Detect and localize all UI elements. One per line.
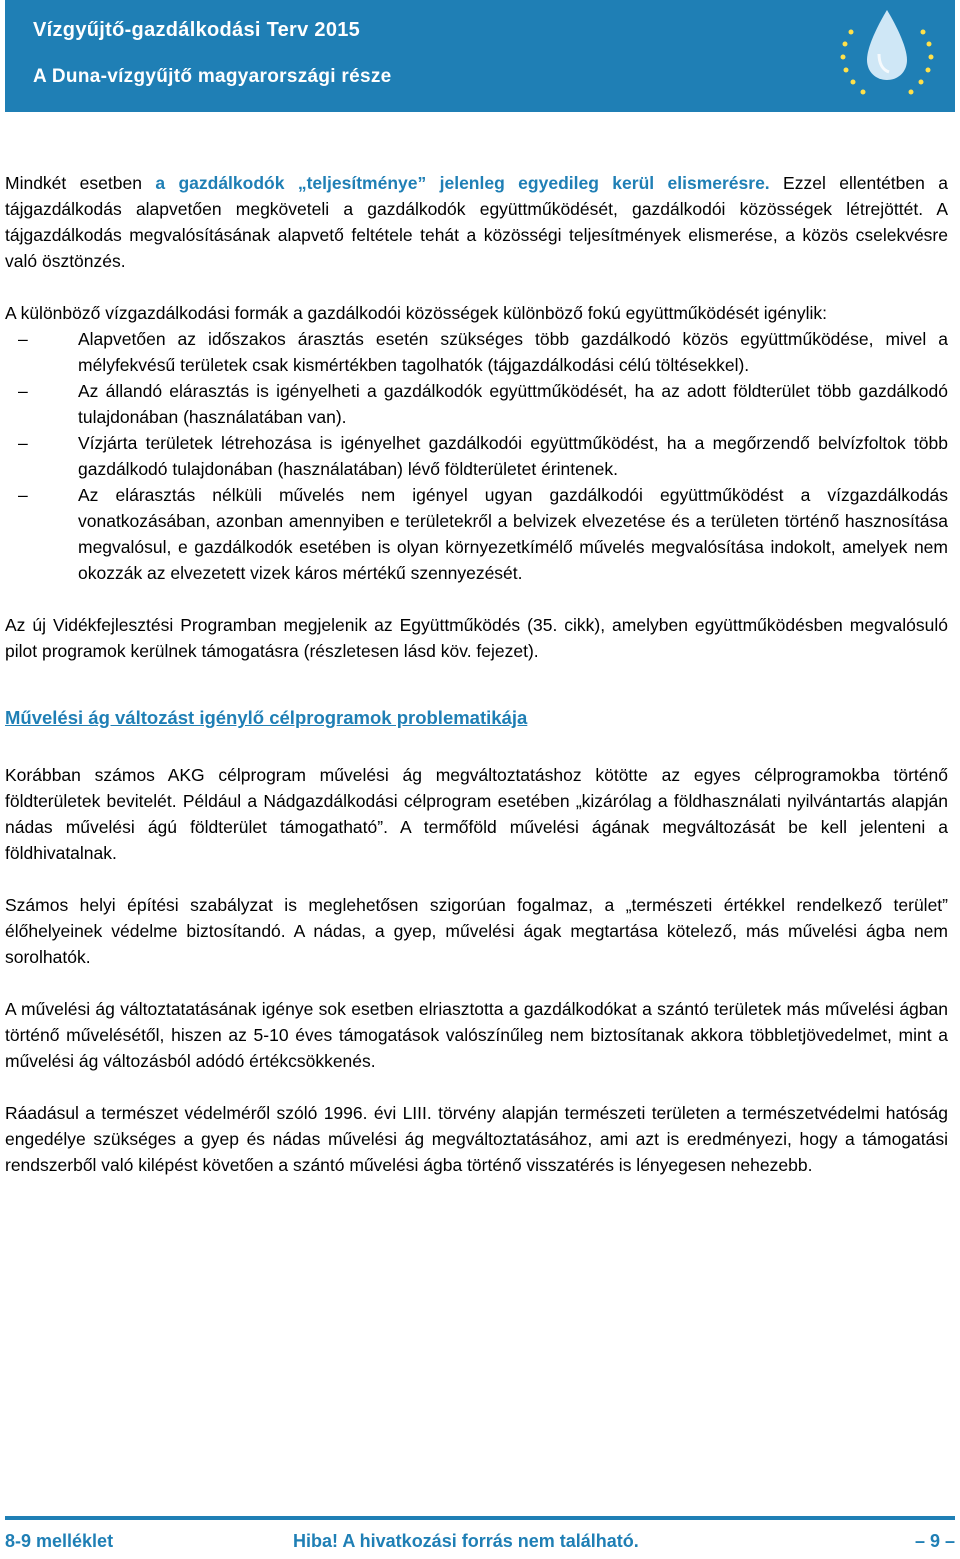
- footer-attachment-label: 8-9 melléklet: [5, 1531, 114, 1551]
- paragraph-5: Számos helyi építési szabályzat is meglehetősen szigorúan fogalmaz, a „természeti értékkel rendelkező terület” élőhelyeinek védelme biztosítandó. A nádas, a gyep, művelési ágak megtartása kötelező, más művelési ágba nem sorolhatók.: [5, 895, 948, 967]
- list-item: [18, 378, 948, 430]
- paragraph-7: Ráadásul a természet védelméről szóló 1996. évi LIII. törvény alapján természeti területen a természetvédelmi hatóság engedélye szükséges a gyep és nádas művelési ág megváltoztatásához, ami azt is eredményezi, hogy a támogatási rendszerből való kilépést követően a szántó művelési ágba történő visszatérés is lényegesen nehezebb.: [5, 1103, 948, 1175]
- header-title: Vízgyűjtő-gazdálkodási Terv 2015: [33, 19, 361, 41]
- list-item-text: Alapvetően az időszakos árasztás esetén szükséges több gazdálkodó közös együttműködése, mivel a mélyfekvésű területek csak kismértékben tagolhatók (tájgazdálkodási célú töltésekkel).: [78, 329, 948, 375]
- dash-icon: –: [18, 433, 28, 453]
- paragraph-4: Korábban számos AKG célprogram művelési ág megváltoztatáshoz kötötte az egyes célprogramokba történő földterületek bevitelét. Például a Nádgazdálkodási célprogram esetében „kizárólag a földhasználati nyilvántartás alapján nádas művelési ágú földterület támogatható”. A termőföld művelési ágának megváltozását be kell jelenteni a földhivatalnak.: [5, 765, 948, 863]
- list-item: [18, 482, 948, 586]
- footer-rule: [5, 1516, 955, 1520]
- paragraph-1: [5, 170, 948, 274]
- paragraph-1-highlight: a gazdálkodók „teljesítménye” jelenleg egyedileg kerül elismerésre.: [155, 173, 770, 193]
- paragraph-3: Az új Vidékfejlesztési Programban megjelenik az Együttműködés (35. cikk), amelyben együttműködésben megvalósuló pilot programok kerülnek támogatásra (részletesen lásd köv. fejezet).: [5, 615, 948, 661]
- header-subtitle: A Duna-vízgyűjtő magyarországi része: [33, 66, 392, 87]
- paragraph-2: A különböző vízgazdálkodási formák a gazdálkodói közösségek különböző fokú együttműködését igénylik:: [5, 303, 828, 323]
- footer-page-number: – 9 –: [914, 1531, 955, 1551]
- section-heading: Művelési ág változást igénylő célprogramok problematikája: [5, 707, 528, 728]
- paragraph-1-rest: Ezzel ellentétben a tájgazdálkodás alapvetően megköveteli a gazdálkodók együttműködését, gazdálkodói közösségek létrejöttét. A tájgazdálkodás megvalósításának alapvető feltétele tehát a közösségi teljesítmények elismerése, a közös cselekvésre való ösztönzés.: [5, 173, 948, 271]
- dash-icon: –: [18, 381, 28, 401]
- list-item-text: Az elárasztás nélküli művelés nem igényel ugyan gazdálkodói együttműködést a vízgazdálkodás vonatkozásában, azonban amennyiben e területekről a belvizek elvezetése és a területen történő hasznosítása megvalósul, e gazdálkodók esetében is olyan környezetkímélő művelés megvalósítása indokolt, amelyek nem okozzák az elvezetett vizek káros mértékű szennyezését.: [78, 485, 948, 583]
- eu-water-drop-logo-icon: [815, 2, 943, 110]
- list-item-text: Vízjárta területek létrehozása is igényelhet gazdálkodói együttműködést, ha a megőrzendő belvízfoltok több gazdálkodó tulajdonában (használatában) lévő földterületet érintenek.: [78, 433, 948, 479]
- document-body: [5, 170, 948, 1204]
- dash-icon: –: [18, 485, 28, 505]
- dash-icon: –: [18, 329, 28, 349]
- page-header: [5, 0, 955, 112]
- list-item: [18, 326, 948, 378]
- list-item-text: Az állandó elárasztás is igényelheti a gazdálkodók együttműködését, ha az adott földterület több gazdálkodó tulajdonában (használatában van).: [78, 381, 948, 427]
- list-item: [18, 430, 948, 482]
- footer-error-reference: Hiba! A hivatkozási forrás nem található.: [293, 1531, 639, 1551]
- paragraph-1-lead: Mindkét esetben: [5, 173, 156, 193]
- bullet-list: [5, 326, 948, 586]
- paragraph-6: A művelési ág változtatatásának igénye sok esetben elriasztotta a gazdálkodókat a szántó területek más művelési ágban történő művelésétől, hiszen az 5-10 éves támogatások valószínűleg nem biztosítanak akkora többletjövedelmet, mint a művelési ág változásból adódó értékcsökkenés.: [5, 999, 948, 1071]
